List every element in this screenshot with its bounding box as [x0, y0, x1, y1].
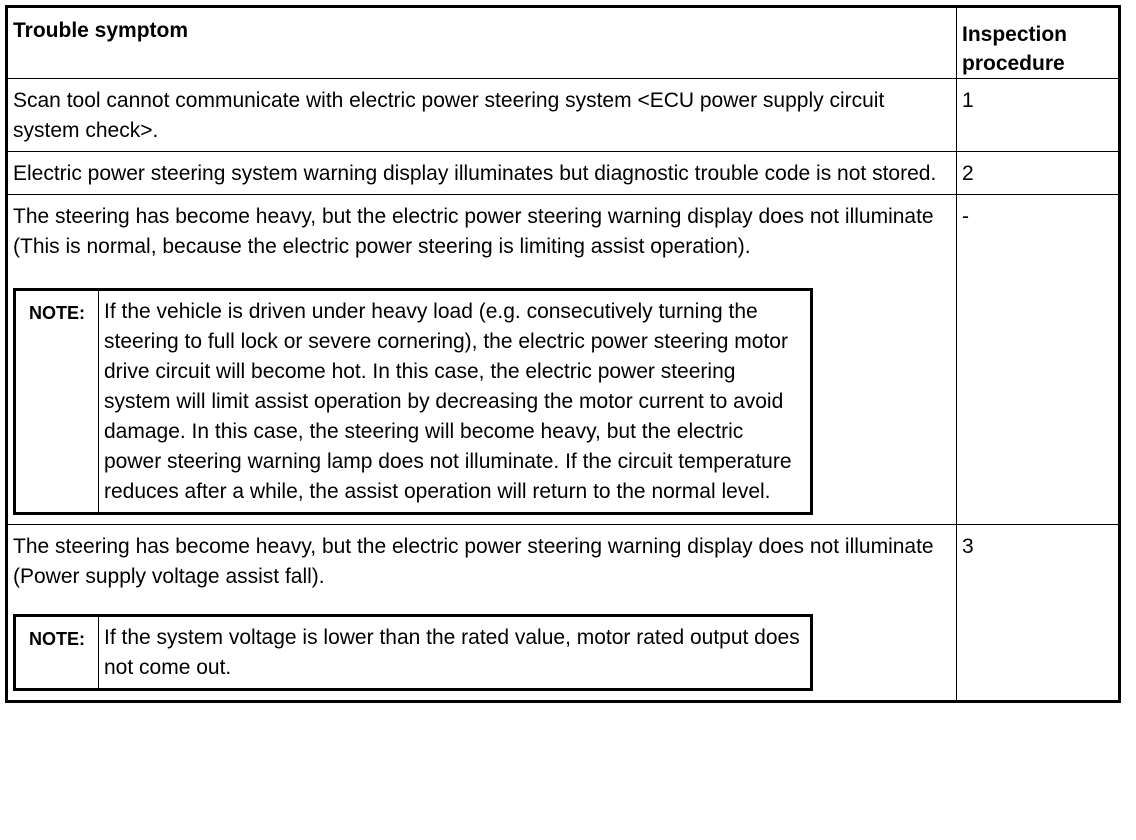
procedure-cell: 1	[957, 79, 1120, 152]
note-box	[13, 614, 813, 691]
trouble-symptom-table	[5, 5, 1121, 703]
header-trouble-symptom: Trouble symptom	[7, 7, 957, 79]
table-row	[7, 525, 1120, 702]
table-row	[7, 152, 1120, 195]
symptom-text: The steering has become heavy, but the electric power steering warning display does not illuminate (This is normal, because the electric power steering is limiting assist operation).	[13, 205, 934, 258]
note-box	[13, 288, 813, 515]
symptom-text: Electric power steering system warning display illuminates but diagnostic trouble code is not stored.	[13, 162, 937, 185]
symptom-cell	[7, 152, 957, 195]
symptom-cell	[7, 195, 957, 525]
symptom-cell	[7, 525, 957, 702]
note-text: If the system voltage is lower than the rated value, motor rated output does not come out.	[99, 616, 812, 690]
symptom-text: Scan tool cannot communicate with electric power steering system <ECU power supply circuit system check>.	[13, 89, 885, 142]
note-label: NOTE:	[15, 290, 99, 514]
header-row	[7, 7, 1120, 79]
note-text: If the vehicle is driven under heavy load (e.g. consecutively turning the steering to full lock or severe cornering), the electric power steering motor drive circuit will become hot. In this case, the electric power steering system will limit assist operation by decreasing the motor current to avoid damage. In this case, the steering will become heavy, but the electric power steering warning lamp does not illuminate. If the circuit temperature reduces after a while, the assist operation will return to the normal level.	[99, 290, 812, 514]
table-row	[7, 79, 1120, 152]
symptom-cell	[7, 79, 957, 152]
procedure-cell: -	[957, 195, 1120, 525]
header-inspection-procedure: Inspection procedure	[957, 7, 1120, 79]
table-row	[7, 195, 1120, 525]
note-label: NOTE:	[15, 616, 99, 690]
symptom-text: The steering has become heavy, but the electric power steering warning display does not illuminate (Power supply voltage assist fall).	[13, 535, 934, 588]
procedure-cell: 3	[957, 525, 1120, 702]
procedure-cell: 2	[957, 152, 1120, 195]
